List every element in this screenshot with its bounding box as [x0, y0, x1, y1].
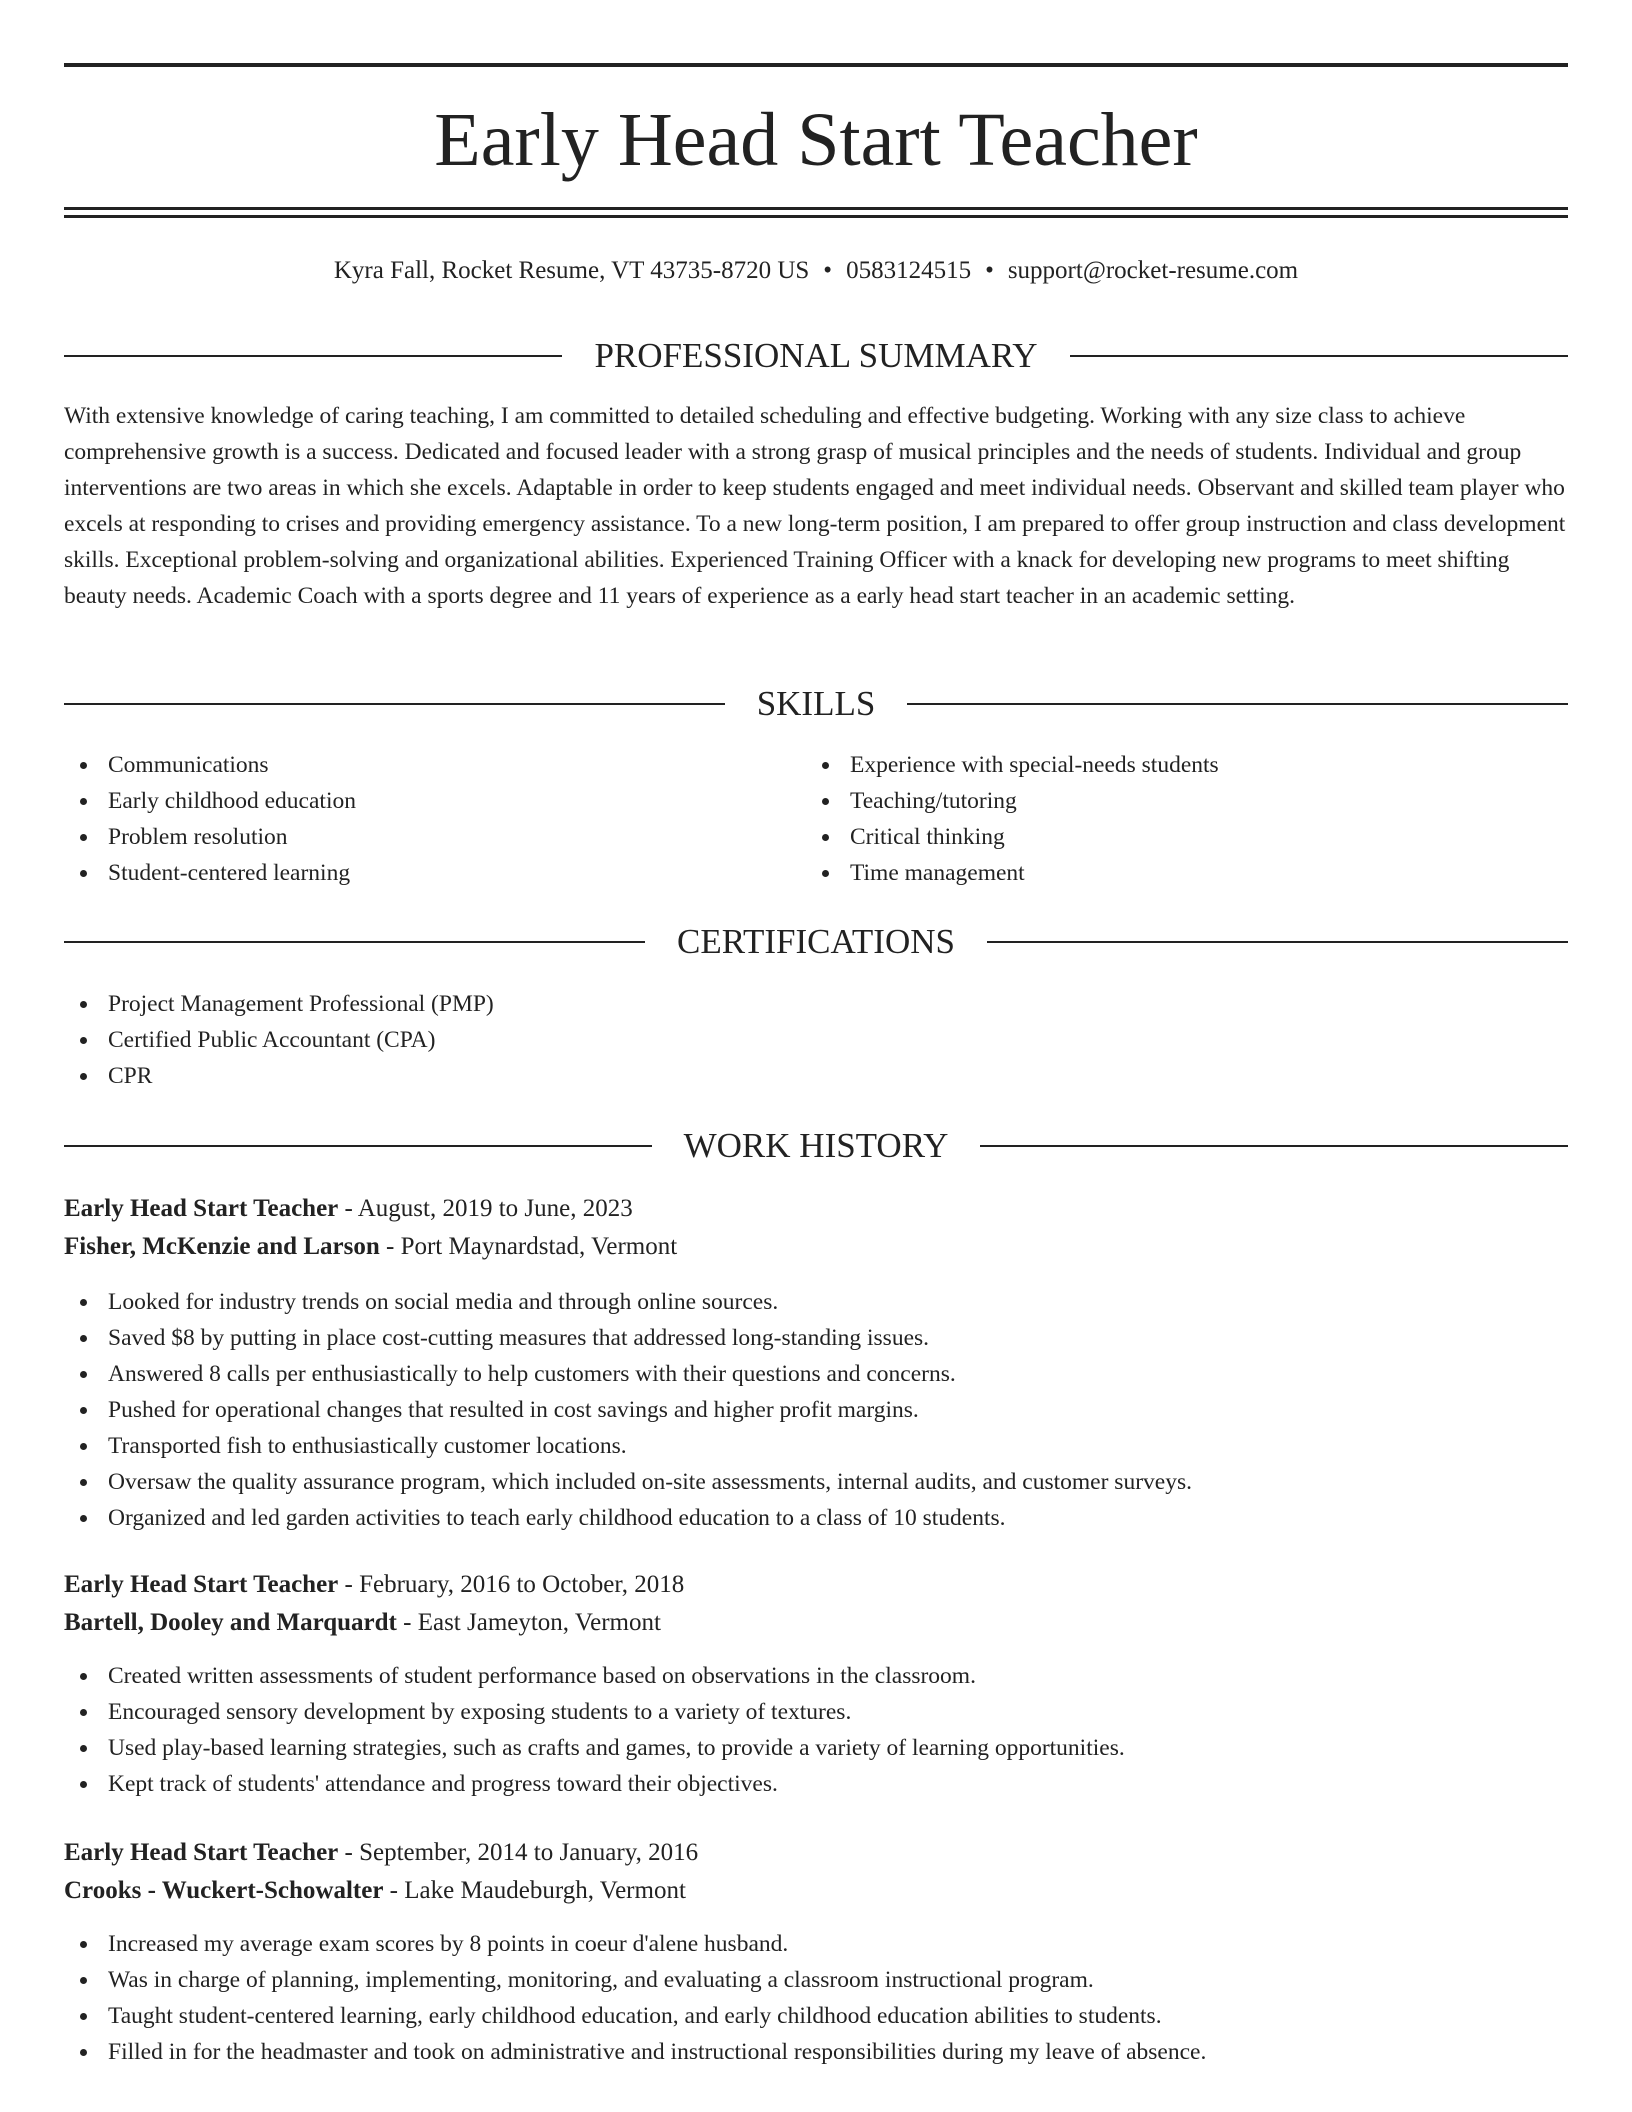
dash: -: [379, 1233, 401, 1260]
skill-item: Time management: [806, 855, 1219, 891]
title-rule-lower: [64, 215, 1568, 218]
job-bullet: Was in charge of planning, implementing, monitoring, and evaluating a classroom instructional program.: [64, 1962, 1206, 1998]
section-rule: [1070, 355, 1568, 357]
page-title: Early Head Start Teacher: [434, 98, 1198, 182]
certification-item: CPR: [64, 1058, 494, 1094]
certifications-list: [64, 986, 494, 1094]
job-title-line: [64, 1566, 1568, 1604]
job-title: Early Head Start Teacher: [64, 1195, 339, 1222]
job-location: Lake Maudeburgh, Vermont: [404, 1877, 686, 1904]
job-bullet: Saved $8 by putting in place cost-cutting measures that addressed long-standing issues.: [64, 1320, 1192, 1356]
section-title: WORK HISTORY: [683, 1126, 949, 1165]
job-bullet: Transported fish to enthusiastically customer locations.: [64, 1428, 1192, 1464]
section-title: SKILLS: [756, 684, 876, 723]
job-bullets: [64, 1926, 1206, 2070]
job-bullet: Looked for industry trends on social media and through online sources.: [64, 1284, 1192, 1320]
contact-separator: •: [985, 257, 994, 284]
contact-line: [64, 254, 1568, 288]
section-header-summary: [64, 334, 1568, 378]
contact-address: Kyra Fall, Rocket Resume, VT 43735-8720 US: [333, 257, 810, 284]
job-company-line: [64, 1872, 1568, 1910]
section-title: PROFESSIONAL SUMMARY: [594, 336, 1038, 375]
skill-item: Teaching/tutoring: [806, 783, 1219, 819]
certification-item: Project Management Professional (PMP): [64, 986, 494, 1022]
skill-item: Communications: [64, 747, 356, 783]
job-company-line: [64, 1604, 1568, 1642]
job-bullets: [64, 1658, 1125, 1802]
job-bullet: Taught student-centered learning, early childhood education, and early childhood education abilities to students.: [64, 1998, 1206, 2034]
section-header-certifications: [64, 920, 1568, 964]
certification-item: Certified Public Accountant (CPA): [64, 1022, 494, 1058]
section-header-work-history: [64, 1124, 1568, 1168]
job-bullet: Created written assessments of student performance based on observations in the classroom.: [64, 1658, 1125, 1694]
dash: -: [396, 1609, 418, 1636]
section-rule: [907, 703, 1568, 705]
section-rule: [987, 941, 1568, 943]
job-dates: February, 2016 to October, 2018: [359, 1571, 685, 1598]
dash: -: [338, 1839, 360, 1866]
job-title: Early Head Start Teacher: [64, 1571, 339, 1598]
job-bullet: Used play-based learning strategies, such as crafts and games, to provide a variety of learning opportunities.: [64, 1730, 1125, 1766]
dash: -: [338, 1195, 358, 1222]
job-company: Fisher, McKenzie and Larson: [64, 1233, 380, 1260]
summary-text: With extensive knowledge of caring teaching, I am committed to detailed scheduling and effective budgeting. Working with any size class to achieve comprehensive growth is a success. Dedicated and focused leader with a strong grasp of musical principles and the needs of students. Individual and group interventions are two areas in which she excels. Adaptable in order to keep students engaged and meet individual needs. Observant and skilled team player who excels at responding to crises and providing emergency assistance. To a new long-term position, I am prepared to offer group instruction and class development skills. Exceptional problem-solving and organizational abilities. Experienced Training Officer with a knack for developing new programs to meet shifting beauty needs. Academic Coach with a sports degree and 11 years of experience as a early head start teacher in an academic setting.: [64, 403, 1566, 609]
job-bullets: [64, 1284, 1192, 1536]
job-bullet: Answered 8 calls per enthusiastically to help customers with their questions and concerns.: [64, 1356, 1192, 1392]
job-company: Bartell, Dooley and Marquardt: [64, 1609, 397, 1636]
section-rule: [980, 1145, 1568, 1147]
job-title-line: [64, 1190, 1568, 1228]
job-bullet: Kept track of students' attendance and progress toward their objectives.: [64, 1766, 1125, 1802]
job-dates: August, 2019 to June, 2023: [357, 1195, 633, 1222]
job-company-line: [64, 1228, 1568, 1266]
section-rule: [64, 703, 725, 705]
job-bullet: Encouraged sensory development by exposing students to a variety of textures.: [64, 1694, 1125, 1730]
skill-item: Critical thinking: [806, 819, 1219, 855]
job-title: Early Head Start Teacher: [64, 1839, 339, 1866]
job-title-line: [64, 1834, 1568, 1872]
job-location: East Jameyton, Vermont: [417, 1609, 661, 1636]
contact-email: support@rocket-resume.com: [1007, 257, 1299, 284]
job-bullet: Filled in for the headmaster and took on administrative and instructional responsibilities during my leave of absence.: [64, 2034, 1206, 2070]
job-bullet: Oversaw the quality assurance program, which included on-site assessments, internal audits, and customer surveys.: [64, 1464, 1192, 1500]
top-rule: [64, 63, 1568, 67]
skills-list-left: [64, 747, 356, 891]
section-rule: [64, 941, 645, 943]
section-rule: [64, 1145, 652, 1147]
section-header-skills: [64, 682, 1568, 726]
job-bullet: Increased my average exam scores by 8 points in coeur d'alene husband.: [64, 1926, 1206, 1962]
title-rule-upper: [64, 207, 1568, 210]
contact-phone: 0583124515: [846, 257, 972, 284]
job-location: Port Maynardstad, Vermont: [400, 1233, 678, 1260]
skill-item: Early childhood education: [64, 783, 356, 819]
skills-list-right: [806, 747, 1219, 891]
contact-separator: •: [823, 257, 833, 284]
job-bullet: Organized and led garden activities to teach early childhood education to a class of 10 students.: [64, 1500, 1192, 1536]
skill-item: Problem resolution: [64, 819, 356, 855]
dash: -: [338, 1571, 360, 1598]
dash: -: [383, 1877, 405, 1904]
job-dates: September, 2014 to January, 2016: [359, 1839, 699, 1866]
skill-item: Student-centered learning: [64, 855, 356, 891]
section-title: CERTIFICATIONS: [677, 922, 955, 961]
job-bullet: Pushed for operational changes that resulted in cost savings and higher profit margins.: [64, 1392, 1192, 1428]
skill-item: Experience with special-needs students: [806, 747, 1219, 783]
section-rule: [64, 355, 562, 357]
job-company: Crooks - Wuckert-Schowalter: [64, 1877, 384, 1904]
